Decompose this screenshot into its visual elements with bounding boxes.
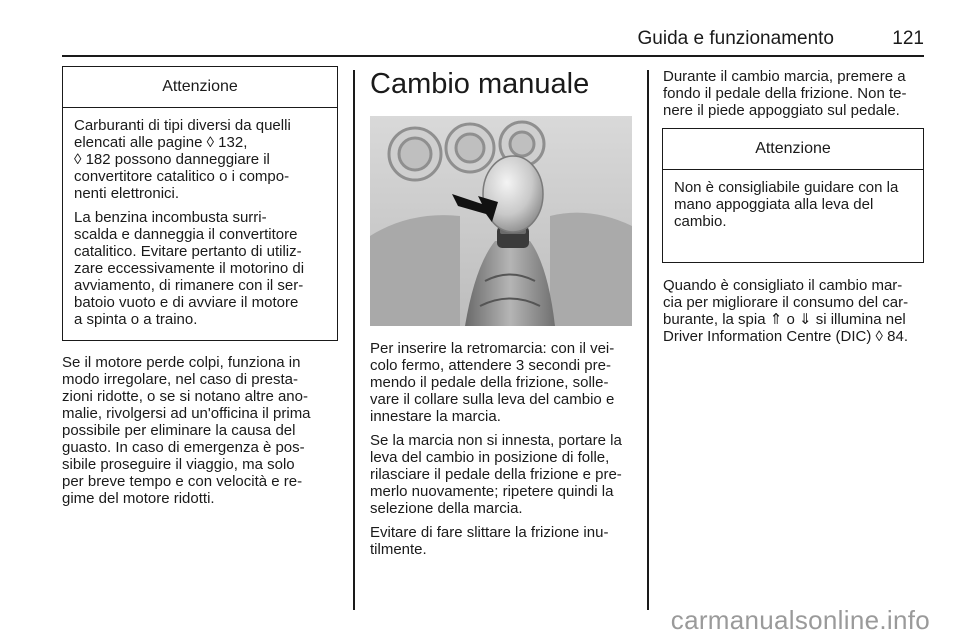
left-body-text — [62, 354, 342, 514]
section-title: Cambio manuale — [370, 68, 590, 100]
body-paragraph: Per inserire la retromarcia: con il vei- colo fermo, attendere 3 secondi pre- mendo il pedale della frizione, solle- vare il collare sulla leva del cambio e innestare la marcia. — [370, 340, 615, 425]
caution-heading: Attenzione — [63, 67, 337, 108]
caution-body — [663, 170, 923, 243]
page-header — [62, 28, 924, 54]
gear-shift-illustration — [370, 116, 632, 326]
caution-paragraph: La benzina incombusta surri- scalda e danneggia il convertitore catalitico. Evitare pertanto di utiliz- zare eccessivamente il motorino di avviamento, di rimanere con il ser- batoio vuoto e di avviare il motore a spinta o a traino. — [74, 209, 305, 328]
header-title: Guida e funzionamento — [637, 28, 834, 49]
caution-body — [63, 108, 337, 341]
page-number: 121 — [892, 28, 924, 49]
body-paragraph: Se la marcia non si innesta, portare la leva del cambio in posizione di folle, rilasciare il pedale della frizione e pre- merlo nuovamente; ripetere quindi la selezione della marcia. — [370, 432, 622, 517]
column-divider-right — [647, 70, 649, 610]
caution-box-left — [62, 66, 338, 341]
caution-heading: Attenzione — [663, 129, 923, 170]
caution-paragraph: Carburanti di tipi diversi da quelli elencati alle pagine ◊ 132, ◊ 182 possono danneggiare il convertitore catalitico o i compo- nenti elettronici. — [74, 117, 291, 202]
body-paragraph: Se il motore perde colpi, funziona in modo irregolare, nel caso di presta- zioni ridotte, o se si notano altre ano- malie, rivolgersi ad un'officina il prima possibile per eliminare la causa del guasto. In caso di emergenza è pos- sibile proseguire il viaggio, ma solo per breve tempo e con velocità e re- gime del motore ridotti. — [62, 354, 311, 507]
right-intro-text — [663, 68, 928, 126]
column-divider-left — [353, 70, 355, 610]
middle-body-text — [370, 340, 640, 565]
body-paragraph: Evitare di fare slittare la frizione inu- tilmente. — [370, 524, 609, 558]
right-body-text — [663, 277, 933, 352]
header-rule — [62, 55, 924, 57]
caution-paragraph: Non è consigliabile guidare con la mano appoggiata alla leva del cambio. — [674, 179, 899, 230]
gear-shift-photo — [370, 116, 632, 326]
watermark: carmanualsonline.info — [670, 605, 930, 635]
body-paragraph: Quando è consigliato il cambio mar- cia per migliorare il consumo del car- burante, la spia ⇑ o ⇓ si illumina nel Driver Information Centre (DIC) ◊ 84. — [663, 277, 909, 345]
body-paragraph: Durante il cambio marcia, premere a fondo il pedale della frizione. Non te- nere il piede appoggiato sul pedale. — [663, 68, 907, 119]
caution-box-right — [662, 128, 924, 263]
